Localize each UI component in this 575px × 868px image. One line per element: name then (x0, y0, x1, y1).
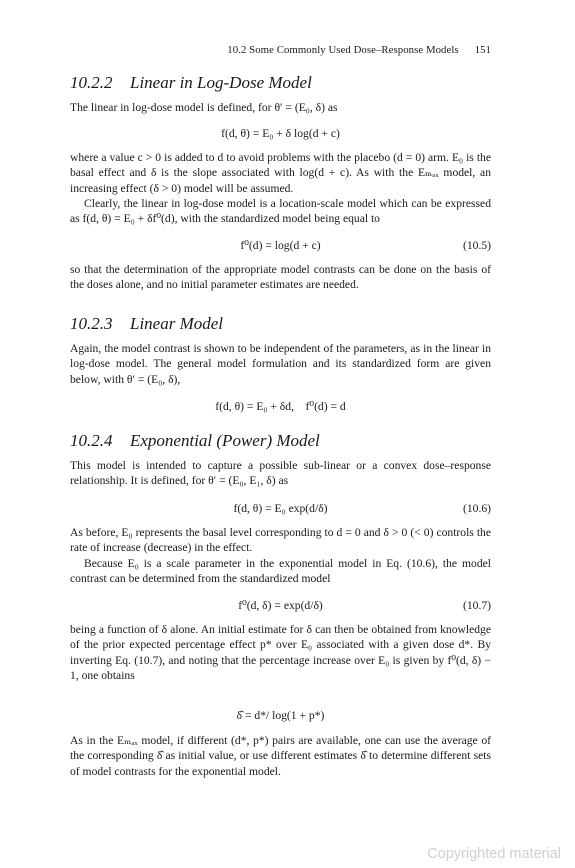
equation-body: f(d, θ) = E₀ exp(d/δ) (233, 502, 328, 515)
equation-number: (10.7) (462, 599, 491, 612)
section-number: 10.2.2 (70, 73, 113, 92)
paragraph: Clearly, the linear in log-dose model is a location-scale model which can be expressed as f(d, θ) = E₀ + δf⁰(d), with the standardized model being equal to (70, 197, 491, 226)
equation-body: f⁰(d) = log(d + c) (240, 239, 321, 252)
equation (70, 501, 491, 517)
equation-body: f⁰(d, δ) = exp(d/δ) (238, 599, 323, 612)
section-title: Exponential (Power) Model (130, 431, 320, 450)
paragraph: As before, E₀ represents the basal level corresponding to d = 0 and δ > 0 (< 0) controls the rate of increase (decrease) in the effect. (70, 526, 491, 555)
equation (70, 708, 491, 724)
equation-number: (10.5) (462, 239, 491, 252)
equation-body: δ̂ = d*/ log(1 + p*) (236, 709, 325, 722)
equation-number: (10.6) (462, 502, 491, 515)
paragraph: where a value c > 0 is added to d to avoid problems with the placebo (d = 0) arm. E₀ is the basal effect and δ is the slope associated with log(d + c). As with the Eₘₐₓ model, an increasing effect (δ > 0) model will be assumed. (70, 151, 491, 195)
section-number: 10.2.3 (70, 314, 113, 333)
section-heading-10-2-4 (70, 431, 320, 451)
page-number: 151 (474, 44, 491, 56)
running-head-title: Some Commonly Used Dose–Response Models (249, 44, 459, 56)
equation-body: f(d, θ) = E₀ + δd, f⁰(d) = d (215, 400, 346, 413)
running-head (0, 43, 491, 58)
running-head-section: 10.2 (227, 44, 247, 56)
paragraph: Again, the model contrast is shown to be independent of the parameters, as in the linear in log-dose model. The general model formulation and its standardized form are given below, with θ′ = (E₀, δ), (70, 342, 491, 386)
paragraph: so that the determination of the appropriate model contrasts can be done on the basis of the doses alone, and no initial parameter estimates are needed. (70, 263, 491, 292)
copyright-watermark: Copyrighted material (427, 845, 561, 862)
section-heading-10-2-3 (70, 314, 223, 334)
section-heading-10-2-2 (70, 73, 312, 93)
section-title: Linear in Log-Dose Model (130, 73, 312, 92)
paragraph: This model is intended to capture a possible sub-linear or a convex dose–response relationship. It is defined, for θ′ = (E₀, E₁, δ) as (70, 459, 491, 488)
paragraph: As in the Eₘₐₓ model, if different (d*, p*) pairs are available, one can use the average of the corresponding δ̂ as initial value, or use different estimates δ̂ to determine different sets of model contrasts for the exponential model. (70, 734, 491, 778)
paragraph: being a function of δ alone. An initial estimate for δ can then be obtained from knowledge of the prior expected percentage effect p* over E₀ associated with a given dose d*. By inverting Eq. (10.7), and noting that the percentage increase over E₀ is given by f⁰(d, δ) − 1, one obtains (70, 623, 491, 683)
equation (70, 238, 491, 254)
equation-body: f(d, θ) = E₀ + δ log(d + c) (221, 127, 340, 140)
equation (70, 126, 491, 142)
paragraph: Because E₀ is a scale parameter in the exponential model in Eq. (10.6), the model contrast can be determined from the standardized model (70, 557, 491, 586)
equation (70, 598, 491, 614)
section-number: 10.2.4 (70, 431, 113, 450)
equation (70, 399, 491, 415)
section-title: Linear Model (130, 314, 224, 333)
paragraph: The linear in log-dose model is defined, for θ′ = (E₀, δ) as (70, 101, 338, 114)
